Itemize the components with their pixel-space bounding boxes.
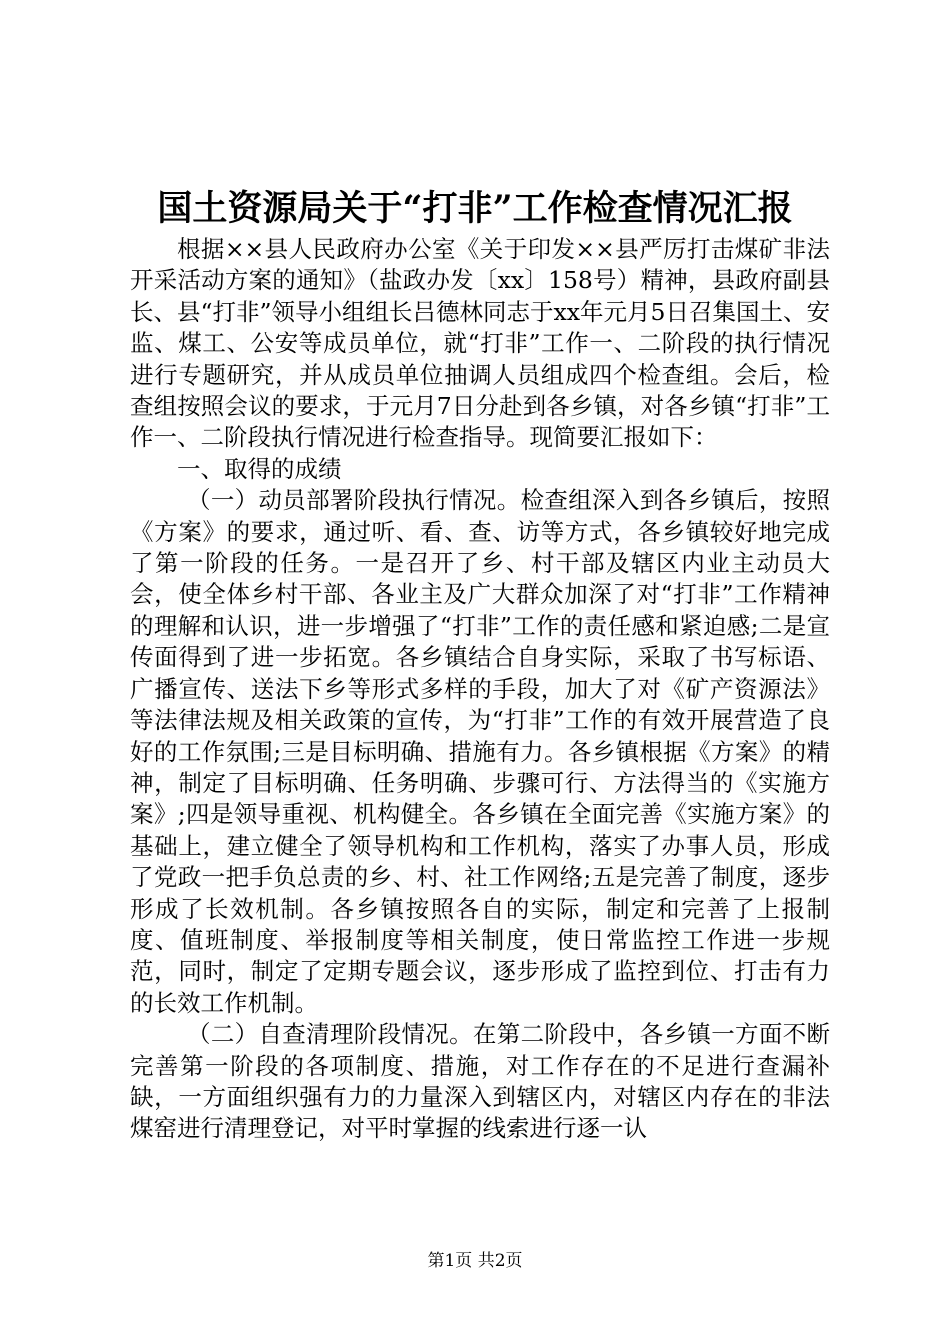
document-title: 国土资源局关于“打非”工作检查情况汇报: [157, 188, 793, 229]
page-footer: 第1页 共2页: [427, 1251, 523, 1271]
section-heading: 一、取得的成绩: [177, 454, 342, 483]
document-body: [130, 234, 830, 1145]
subsection-paragraph-1: （一）动员部署阶段执行情况。检查组深入到各乡镇后，按照《方案》的要求，通过听、看、查、访等方式，各乡镇较好地完成了第一阶段的任务。一是召开了乡、村干部及辖区内业主动员大会，使全体乡村干部、各业主及广大群众加深了对“打非”工作精神的理解和认识，进一步增强了“打非”工作的责任感和紧迫感;二是宣传面得到了进一步拓宽。各乡镇结合自身实际，采取了书写标语、广播宣传、送法下乡等形式多样的手段，加大了对《矿产资源法》等法律法规及相关政策的宣传，为“打非”工作的有效开展营造了良好的工作氛围;三是目标明确、措施有力。各乡镇根据《方案》的精神，制定了目标明确、任务明确、步骤可行、方法得当的《实施方案》;四是领导重视、机构健全。各乡镇在全面完善《实施方案》的基础上，建立健全了领导机构和工作机构，落实了办事人员，形成了党政一把手负总责的乡、村、社工作网络;五是完善了制度，逐步形成了长效机制。各乡镇按照各自的实际，制定和完善了上报制度、值班制度、举报制度等相关制度，使日常监控工作进一步规范，同时，制定了定期专题会议，逐步形成了监控到位、打击有力的长效工作机制。: [130, 486, 830, 1017]
intro-paragraph: 根据××县人民政府办公室《关于印发××县严厉打击煤矿非法开采活动方案的通知》（盐政办发〔xx〕158号）精神，县政府副县长、县“打非”领导小组组长吕德林同志于xx年元月5日召集国土、安监、煤工、公安等成员单位，就“打非”工作一、二阶段的执行情况进行专题研究，并从成员单位抽调人员组成四个检查组。会后，检查组按照会议的要求，于元月7日分赴到各乡镇，对各乡镇“打非”工作一、二阶段执行情况进行检查指导。现简要汇报如下：: [130, 235, 830, 452]
subsection-paragraph-2: （二）自查清理阶段情况。在第二阶段中，各乡镇一方面不断完善第一阶段的各项制度、措施，对工作存在的不足进行查漏补缺，一方面组织强有力的力量深入到辖区内，对辖区内存在的非法煤窑进行清理登记，对平时掌握的线索进行逐一认: [130, 1020, 830, 1143]
